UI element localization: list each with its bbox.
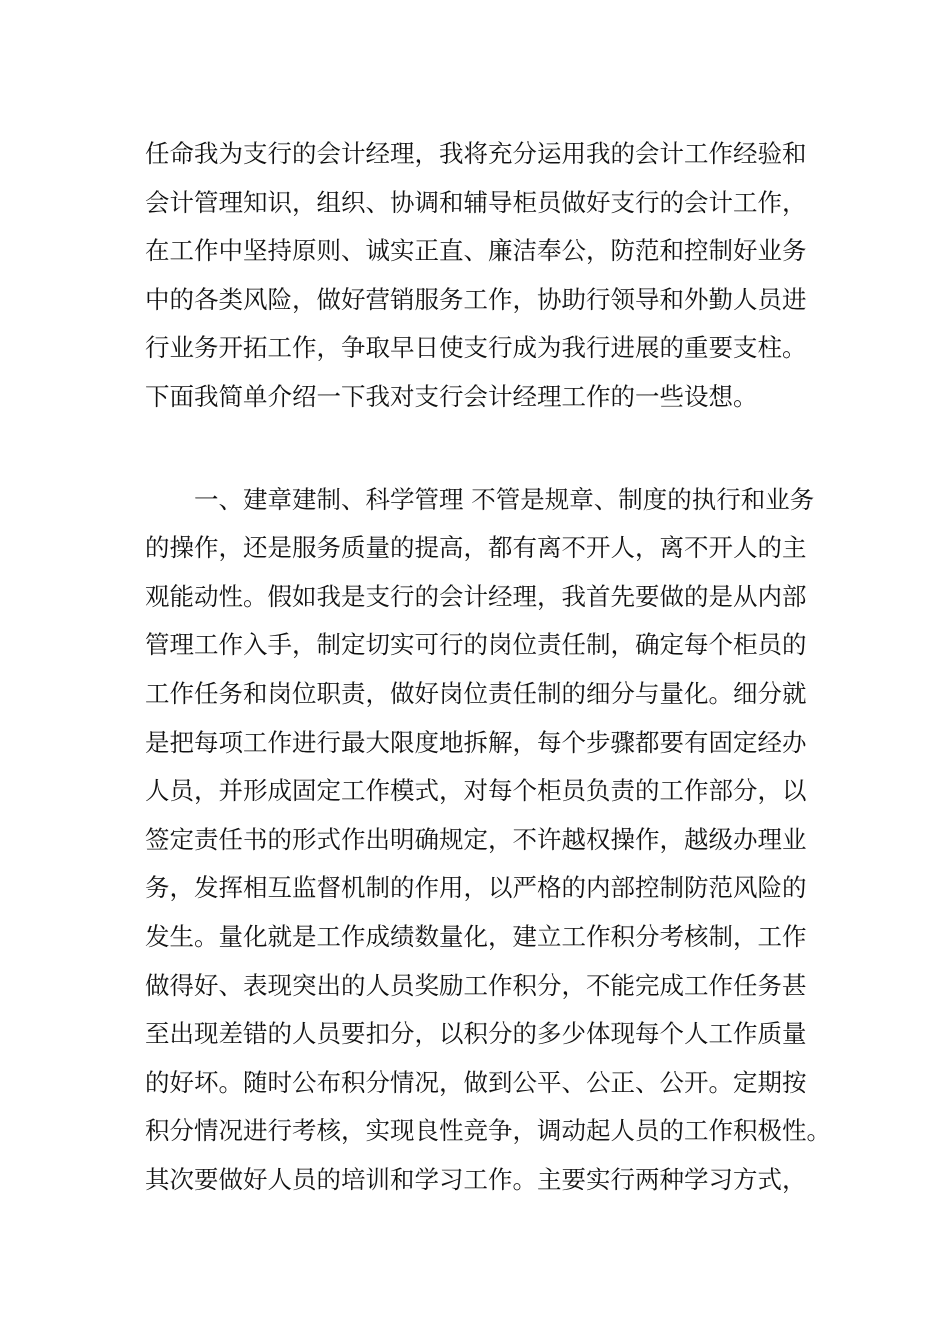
text-line: 做得好、表现突出的人员奖励工作积分，不能完成工作任务甚 — [145, 970, 807, 1000]
paragraph-gap — [145, 422, 825, 476]
text-line: 在工作中坚持原则、诚实正直、廉洁奉公，防范和控制好业务 — [145, 236, 807, 266]
text-line: 积分情况进行考核，实现良性竞争，调动起人员的工作积极性。 — [145, 1116, 831, 1146]
text-line: 下面我简单介绍一下我对支行会计经理工作的一些设想。 — [145, 381, 758, 411]
text-line: 行业务开拓工作，争取早日使支行成为我行进展的重要支柱。 — [145, 333, 807, 363]
text-line: 工作任务和岗位职责，做好岗位责任制的细分与量化。细分就 — [145, 678, 807, 708]
text-line: 至出现差错的人员要扣分，以积分的多少体现每个人工作质量 — [145, 1019, 807, 1049]
text-line: 的好坏。随时公布积分情况，做到公平、公正、公开。定期按 — [145, 1067, 807, 1097]
text-line: 务，发挥相互监督机制的作用，以严格的内部控制防范风险的 — [145, 873, 807, 903]
paragraph-intro — [145, 130, 825, 422]
text-line: 签定责任书的形式作出明确规定，不许越权操作，越级办理业 — [145, 824, 807, 854]
paragraph-section-one — [145, 476, 831, 1205]
document-body — [145, 130, 831, 1204]
text-line: 任命我为支行的会计经理，我将充分运用我的会计工作经验和 — [145, 139, 807, 168]
text-line: 中的各类风险，做好营销服务工作，协助行领导和外勤人员进 — [145, 284, 807, 314]
text-line: 观能动性。假如我是支行的会计经理，我首先要做的是从内部 — [145, 581, 807, 611]
text-line: 是把每项工作进行最大限度地拆解，每个步骤都要有固定经办 — [145, 727, 807, 757]
text-line: 管理工作入手，制定切实可行的岗位责任制，确定每个柜员的 — [145, 630, 807, 660]
text-line: 人员，并形成固定工作模式，对每个柜员负责的工作部分，以 — [145, 776, 807, 806]
text-line: 会计管理知识，组织、协调和辅导柜员做好支行的会计工作， — [145, 187, 807, 217]
text-line: 的操作，还是服务质量的提高，都有离不开人，离不开人的主 — [145, 533, 807, 563]
text-line: 发生。量化就是工作成绩数量化，建立工作积分考核制，工作 — [145, 921, 807, 951]
section-heading-line: 一、建章建制、科学管理 不管是规章、制度的执行和业务 — [194, 484, 815, 514]
text-line: 其次要做好人员的培训和学习工作。主要实行两种学习方式， — [145, 1164, 807, 1194]
